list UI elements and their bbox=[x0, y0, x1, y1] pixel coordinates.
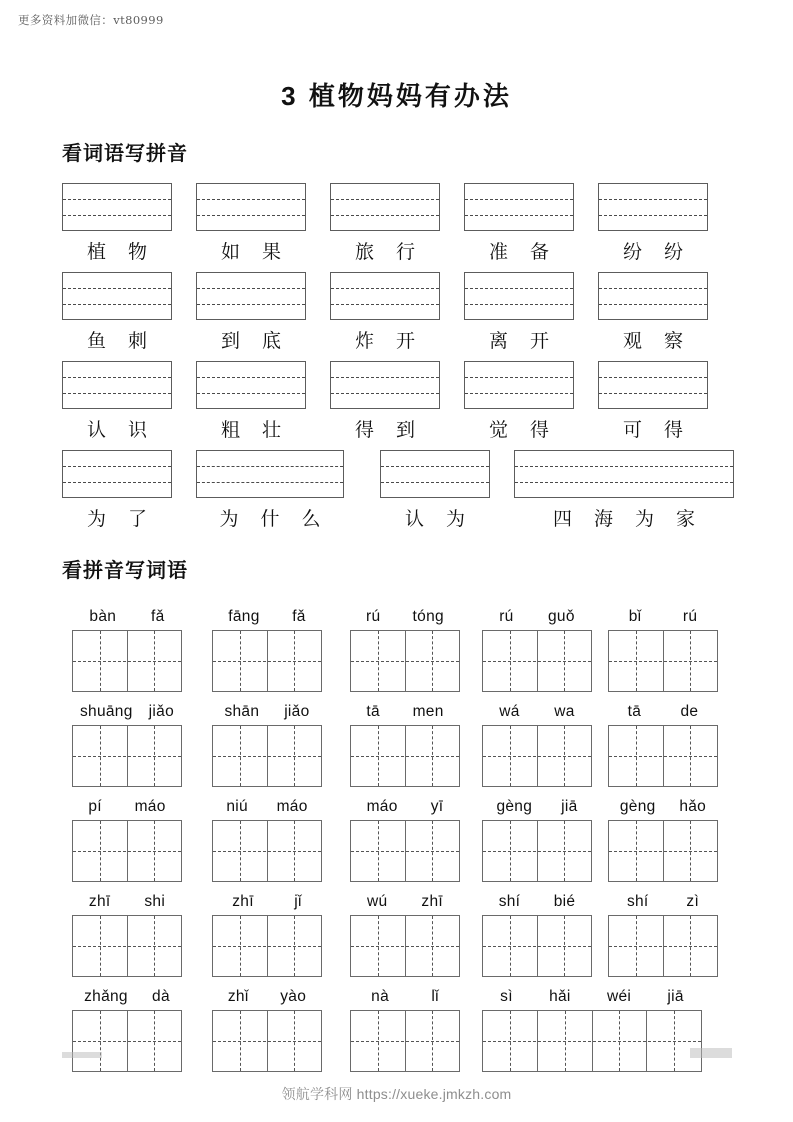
watermark-bottom: 领航学科网 https://xueke.jmkzh.com bbox=[281, 1086, 512, 1102]
tianzige-cell[interactable] bbox=[538, 726, 592, 786]
scan-smudge-right bbox=[690, 1048, 732, 1058]
pinyin-prompt bbox=[212, 608, 322, 626]
word-write-item bbox=[350, 703, 460, 787]
pinyin-syllable: zhǎng bbox=[84, 988, 128, 1005]
word-prompt-label: 植 物 bbox=[86, 241, 156, 263]
word-write-item bbox=[212, 988, 322, 1072]
pinyin-write-item bbox=[514, 450, 734, 531]
tianzige-grid[interactable] bbox=[608, 915, 718, 977]
tianzige-cell[interactable] bbox=[664, 631, 718, 691]
four-line-pinyin-box[interactable] bbox=[196, 272, 306, 320]
pinyin-syllable: tóng bbox=[412, 608, 444, 625]
pinyin-write-row bbox=[62, 450, 734, 538]
tianzige-grid[interactable] bbox=[482, 725, 592, 787]
word-write-item bbox=[482, 608, 592, 692]
pinyin-syllable: rú bbox=[499, 608, 514, 625]
tianzige-cell[interactable] bbox=[609, 631, 664, 691]
pinyin-syllable: shí bbox=[498, 893, 521, 910]
pinyin-prompt bbox=[350, 608, 460, 626]
tianzige-cell[interactable] bbox=[128, 821, 182, 881]
word-write-item bbox=[608, 608, 718, 692]
pinyin-prompt bbox=[350, 703, 460, 721]
tianzige-grid[interactable] bbox=[212, 630, 322, 692]
four-line-pinyin-box[interactable] bbox=[330, 272, 440, 320]
pinyin-prompt bbox=[482, 893, 592, 911]
pinyin-syllable: jǐ bbox=[294, 893, 302, 910]
pinyin-syllable: bàn bbox=[89, 608, 117, 625]
tianzige-cell[interactable] bbox=[609, 726, 664, 786]
four-line-pinyin-box[interactable] bbox=[464, 361, 574, 409]
tianzige-cell[interactable] bbox=[351, 821, 406, 881]
pinyin-syllable: gèng bbox=[619, 798, 656, 815]
tianzige-grid[interactable] bbox=[482, 1010, 702, 1072]
four-line-pinyin-box[interactable] bbox=[62, 450, 172, 498]
pinyin-write-item bbox=[380, 450, 490, 531]
tianzige-grid[interactable] bbox=[72, 725, 182, 787]
pinyin-write-item bbox=[196, 450, 344, 531]
four-line-pinyin-box[interactable] bbox=[598, 183, 708, 231]
pinyin-syllable: zhī bbox=[232, 893, 254, 910]
pinyin-syllable: jiǎo bbox=[284, 703, 310, 720]
four-line-pinyin-box[interactable] bbox=[62, 272, 172, 320]
tianzige-cell[interactable] bbox=[664, 821, 718, 881]
word-write-row bbox=[62, 988, 734, 1083]
word-write-item bbox=[608, 893, 718, 977]
tianzige-cell[interactable] bbox=[483, 1011, 538, 1071]
word-prompt-label: 粗 壮 bbox=[220, 419, 290, 441]
word-prompt-label: 如 果 bbox=[220, 241, 290, 263]
pinyin-prompt bbox=[72, 798, 182, 816]
pinyin-write-item bbox=[62, 361, 172, 442]
word-prompt-label: 离 开 bbox=[488, 330, 558, 352]
section-heading-write-words: 看拼音写词语 bbox=[62, 560, 188, 582]
word-write-item bbox=[212, 798, 322, 882]
tianzige-cell[interactable] bbox=[538, 821, 592, 881]
word-prompt-label: 为 了 bbox=[86, 508, 156, 530]
word-write-item bbox=[72, 703, 182, 787]
tianzige-cell[interactable] bbox=[73, 1011, 128, 1071]
pinyin-prompt bbox=[608, 608, 718, 626]
tianzige-cell[interactable] bbox=[406, 1011, 460, 1071]
pinyin-write-row bbox=[62, 183, 734, 271]
pinyin-prompt bbox=[72, 893, 182, 911]
word-prompt-label: 鱼 刺 bbox=[86, 330, 156, 352]
word-prompt-label: 观 察 bbox=[622, 330, 692, 352]
pinyin-syllable: jiā bbox=[561, 798, 578, 815]
pinyin-syllable: shān bbox=[224, 703, 260, 720]
four-line-pinyin-box[interactable] bbox=[598, 361, 708, 409]
word-prompt-label: 认 识 bbox=[86, 419, 156, 441]
pinyin-syllable: zhī bbox=[421, 893, 443, 910]
pinyin-syllable: shuāng bbox=[80, 703, 133, 720]
pinyin-syllable: fǎ bbox=[151, 608, 165, 625]
page-title: 3 植物妈妈有办法 bbox=[281, 81, 512, 111]
tianzige-cell[interactable] bbox=[213, 821, 268, 881]
pinyin-syllable: nà bbox=[371, 988, 389, 1005]
pinyin-write-item bbox=[330, 361, 440, 442]
pinyin-write-row bbox=[62, 361, 734, 449]
pinyin-syllable: pí bbox=[88, 798, 102, 815]
tianzige-cell[interactable] bbox=[351, 1011, 406, 1071]
pinyin-syllable: tā bbox=[366, 703, 380, 720]
word-write-row bbox=[62, 608, 734, 703]
pinyin-syllable: fǎ bbox=[292, 608, 306, 625]
pinyin-prompt bbox=[350, 988, 460, 1006]
pinyin-write-item bbox=[62, 183, 172, 264]
tianzige-grid[interactable] bbox=[608, 820, 718, 882]
pinyin-prompt bbox=[608, 703, 718, 721]
pinyin-write-item bbox=[196, 183, 306, 264]
word-write-item bbox=[72, 608, 182, 692]
tianzige-cell[interactable] bbox=[73, 631, 128, 691]
pinyin-syllable: men bbox=[412, 703, 444, 720]
four-line-pinyin-box[interactable] bbox=[464, 272, 574, 320]
tianzige-grid[interactable] bbox=[608, 630, 718, 692]
tianzige-grid[interactable] bbox=[350, 1010, 460, 1072]
tianzige-grid[interactable] bbox=[72, 820, 182, 882]
tianzige-grid[interactable] bbox=[212, 725, 322, 787]
word-write-item bbox=[212, 608, 322, 692]
four-line-pinyin-box[interactable] bbox=[62, 361, 172, 409]
pinyin-prompt bbox=[212, 703, 322, 721]
section-heading-write-pinyin: 看词语写拼音 bbox=[62, 143, 188, 165]
tianzige-cell[interactable] bbox=[406, 726, 460, 786]
four-line-pinyin-box[interactable] bbox=[514, 450, 734, 498]
pinyin-syllable: niú bbox=[226, 798, 248, 815]
pinyin-write-row bbox=[62, 272, 734, 360]
tianzige-cell[interactable] bbox=[664, 726, 718, 786]
tianzige-cell[interactable] bbox=[268, 726, 322, 786]
pinyin-write-item bbox=[330, 272, 440, 353]
tianzige-cell[interactable] bbox=[213, 1011, 268, 1071]
word-write-item bbox=[212, 703, 322, 787]
tianzige-cell[interactable] bbox=[128, 726, 182, 786]
word-write-item bbox=[482, 798, 592, 882]
pinyin-prompt bbox=[608, 798, 718, 816]
tianzige-grid[interactable] bbox=[350, 820, 460, 882]
word-write-item bbox=[482, 988, 702, 1072]
pinyin-write-item bbox=[196, 272, 306, 353]
tianzige-cell[interactable] bbox=[351, 726, 406, 786]
word-write-item bbox=[350, 608, 460, 692]
word-prompt-label: 觉 得 bbox=[488, 419, 558, 441]
word-write-item bbox=[350, 798, 460, 882]
tianzige-cell[interactable] bbox=[73, 916, 128, 976]
pinyin-syllable: shi bbox=[144, 893, 166, 910]
pinyin-prompt bbox=[72, 988, 182, 1006]
tianzige-cell[interactable] bbox=[647, 1011, 701, 1071]
pinyin-prompt bbox=[72, 608, 182, 626]
pinyin-syllable: rú bbox=[366, 608, 381, 625]
tianzige-cell[interactable] bbox=[483, 726, 538, 786]
tianzige-cell[interactable] bbox=[406, 916, 460, 976]
tianzige-cell[interactable] bbox=[609, 821, 664, 881]
pinyin-write-item bbox=[330, 183, 440, 264]
pinyin-write-item bbox=[464, 183, 574, 264]
tianzige-grid[interactable] bbox=[72, 630, 182, 692]
tianzige-cell[interactable] bbox=[213, 726, 268, 786]
pinyin-syllable: rú bbox=[682, 608, 698, 625]
pinyin-syllable: wa bbox=[554, 703, 575, 720]
tianzige-cell[interactable] bbox=[406, 631, 460, 691]
word-write-item bbox=[608, 703, 718, 787]
four-line-pinyin-box[interactable] bbox=[196, 361, 306, 409]
word-write-row bbox=[62, 703, 734, 798]
word-prompt-label: 可 得 bbox=[622, 419, 692, 441]
tianzige-cell[interactable] bbox=[268, 1011, 322, 1071]
tianzige-cell[interactable] bbox=[128, 916, 182, 976]
tianzige-cell[interactable] bbox=[268, 821, 322, 881]
word-prompt-label: 纷 纷 bbox=[622, 241, 692, 263]
tianzige-cell[interactable] bbox=[128, 631, 182, 691]
word-prompt-label: 为 什 么 bbox=[219, 508, 329, 530]
four-line-pinyin-box[interactable] bbox=[62, 183, 172, 231]
pinyin-syllable: bié bbox=[553, 893, 576, 910]
pinyin-prompt bbox=[212, 988, 322, 1006]
four-line-pinyin-box[interactable] bbox=[196, 450, 344, 498]
pinyin-syllable: hǎi bbox=[549, 988, 571, 1005]
word-prompt-label: 炸 开 bbox=[354, 330, 424, 352]
pinyin-write-item bbox=[62, 450, 172, 531]
tianzige-cell[interactable] bbox=[268, 631, 322, 691]
pinyin-prompt bbox=[72, 703, 182, 721]
pinyin-syllable: máo bbox=[366, 798, 398, 815]
word-write-item bbox=[212, 893, 322, 977]
pinyin-prompt bbox=[350, 798, 460, 816]
word-write-item bbox=[72, 893, 182, 977]
pinyin-syllable: yī bbox=[430, 798, 444, 815]
tianzige-cell[interactable] bbox=[73, 726, 128, 786]
pinyin-prompt bbox=[350, 893, 460, 911]
tianzige-cell[interactable] bbox=[483, 821, 538, 881]
tianzige-grid[interactable] bbox=[350, 915, 460, 977]
word-prompt-label: 认 为 bbox=[404, 508, 474, 530]
pinyin-syllable: máo bbox=[276, 798, 308, 815]
four-line-pinyin-box[interactable] bbox=[330, 183, 440, 231]
pinyin-prompt bbox=[482, 988, 702, 1006]
tianzige-grid[interactable] bbox=[482, 820, 592, 882]
pinyin-syllable: shí bbox=[626, 893, 649, 910]
pinyin-syllable: wéi bbox=[606, 988, 632, 1005]
pinyin-write-item bbox=[196, 361, 306, 442]
tianzige-cell[interactable] bbox=[213, 631, 268, 691]
pinyin-syllable: yào bbox=[280, 988, 307, 1005]
tianzige-cell[interactable] bbox=[351, 916, 406, 976]
pinyin-syllable: sì bbox=[500, 988, 513, 1005]
word-write-row bbox=[62, 893, 734, 988]
tianzige-grid[interactable] bbox=[350, 630, 460, 692]
tianzige-cell[interactable] bbox=[538, 1011, 593, 1071]
pinyin-syllable: jiǎo bbox=[148, 703, 174, 720]
word-write-item bbox=[350, 893, 460, 977]
tianzige-grid[interactable] bbox=[72, 1010, 182, 1072]
tianzige-cell[interactable] bbox=[664, 916, 718, 976]
pinyin-syllable: dà bbox=[152, 988, 170, 1005]
tianzige-cell[interactable] bbox=[268, 916, 322, 976]
tianzige-grid[interactable] bbox=[72, 915, 182, 977]
pinyin-prompt bbox=[608, 893, 718, 911]
tianzige-cell[interactable] bbox=[213, 916, 268, 976]
pinyin-syllable: guǒ bbox=[548, 608, 575, 625]
tianzige-grid[interactable] bbox=[350, 725, 460, 787]
tianzige-cell[interactable] bbox=[406, 821, 460, 881]
pinyin-syllable: máo bbox=[134, 798, 166, 815]
tianzige-cell[interactable] bbox=[593, 1011, 648, 1071]
pinyin-syllable: zhī bbox=[88, 893, 111, 910]
pinyin-syllable: jiā bbox=[667, 988, 684, 1005]
pinyin-prompt bbox=[482, 798, 592, 816]
tianzige-cell[interactable] bbox=[538, 916, 592, 976]
pinyin-syllable: lǐ bbox=[431, 988, 439, 1005]
four-line-pinyin-box[interactable] bbox=[196, 183, 306, 231]
pinyin-syllable: hǎo bbox=[679, 798, 707, 815]
tianzige-cell[interactable] bbox=[128, 1011, 182, 1071]
pinyin-prompt bbox=[212, 798, 322, 816]
scan-smudge-left bbox=[62, 1052, 102, 1058]
word-write-item bbox=[72, 988, 182, 1072]
pinyin-syllable: fāng bbox=[228, 608, 260, 625]
word-prompt-label: 准 备 bbox=[488, 241, 558, 263]
pinyin-syllable: wá bbox=[499, 703, 520, 720]
tianzige-cell[interactable] bbox=[351, 631, 406, 691]
pinyin-syllable: zì bbox=[686, 893, 700, 910]
tianzige-grid[interactable] bbox=[482, 630, 592, 692]
four-line-pinyin-box[interactable] bbox=[330, 361, 440, 409]
word-prompt-label: 四 海 为 家 bbox=[552, 508, 704, 530]
tianzige-cell[interactable] bbox=[483, 631, 538, 691]
pinyin-prompt bbox=[212, 893, 322, 911]
tianzige-grid[interactable] bbox=[608, 725, 718, 787]
pinyin-write-item bbox=[464, 272, 574, 353]
tianzige-grid[interactable] bbox=[212, 820, 322, 882]
word-write-item bbox=[350, 988, 460, 1072]
tianzige-cell[interactable] bbox=[73, 821, 128, 881]
word-write-item bbox=[608, 798, 718, 882]
pinyin-syllable: zhǐ bbox=[227, 988, 249, 1005]
word-prompt-label: 得 到 bbox=[354, 419, 424, 441]
word-write-item bbox=[72, 798, 182, 882]
tianzige-grid[interactable] bbox=[482, 915, 592, 977]
pinyin-write-item bbox=[62, 272, 172, 353]
four-line-pinyin-box[interactable] bbox=[464, 183, 574, 231]
pinyin-syllable: tā bbox=[627, 703, 642, 720]
pinyin-prompt bbox=[482, 703, 592, 721]
tianzige-grid[interactable] bbox=[212, 1010, 322, 1072]
tianzige-cell[interactable] bbox=[538, 631, 592, 691]
word-write-row bbox=[62, 798, 734, 893]
watermark-top: 更多资料加微信：vt80999 bbox=[18, 13, 164, 27]
word-write-item bbox=[482, 703, 592, 787]
tianzige-grid[interactable] bbox=[212, 915, 322, 977]
tianzige-cell[interactable] bbox=[609, 916, 664, 976]
four-line-pinyin-box[interactable] bbox=[380, 450, 490, 498]
tianzige-cell[interactable] bbox=[483, 916, 538, 976]
four-line-pinyin-box[interactable] bbox=[598, 272, 708, 320]
pinyin-syllable: gèng bbox=[496, 798, 533, 815]
pinyin-write-item bbox=[464, 361, 574, 442]
word-prompt-label: 旅 行 bbox=[354, 241, 424, 263]
pinyin-syllable: bǐ bbox=[628, 608, 642, 625]
word-prompt-label: 到 底 bbox=[220, 330, 290, 352]
word-write-item bbox=[482, 893, 592, 977]
pinyin-prompt bbox=[482, 608, 592, 626]
pinyin-syllable: de bbox=[680, 703, 699, 720]
pinyin-write-item bbox=[598, 183, 708, 264]
pinyin-write-item bbox=[598, 272, 708, 353]
pinyin-write-item bbox=[598, 361, 708, 442]
pinyin-syllable: wú bbox=[367, 893, 388, 910]
